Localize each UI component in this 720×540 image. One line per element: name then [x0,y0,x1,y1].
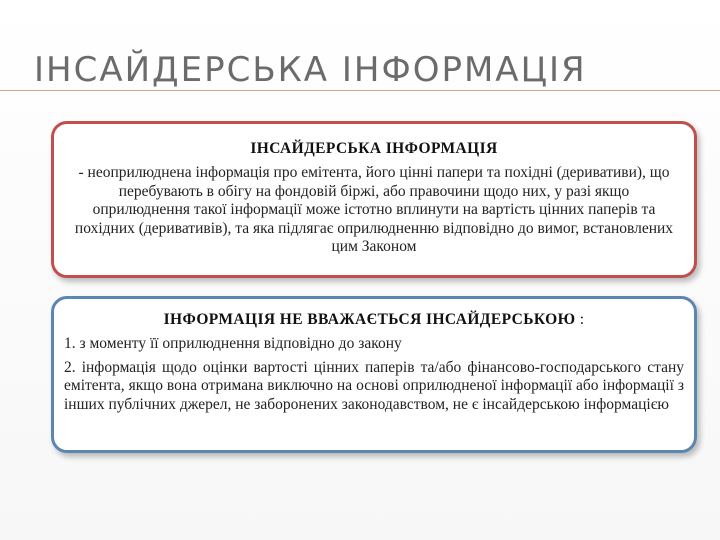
exception-item-1: 1. з моменту її оприлюднення відповідно до закону [64,335,402,352]
exceptions-heading [54,311,694,329]
exceptions-heading-colon: : [575,311,585,328]
title-divider [0,90,720,91]
exception-item-2: 2. інформація щодо оцінки вартості цінних паперів та/або фінансово-господарського стану емітента, якщо вона отримана виключно на основі оприлюдненої інформації або інформації з інших публічних джерел, не заборонених законодавством, не є інсайдерською інформацією [64,358,684,413]
insider-info-definition-box [51,121,697,278]
definition-heading: ІНСАЙДЕРСЬКА ІНФОРМАЦІЯ [250,140,498,157]
slide-title: ІНСАЙДЕРСЬКА ІНФОРМАЦІЯ [34,50,587,90]
exceptions-heading-text: ІНФОРМАЦІЯ НЕ ВВАЖАЄТЬСЯ ІНСАЙДЕРСЬКОЮ [163,311,576,328]
definition-text: - неоприлюднена інформація про емітента, його цінні папери та похідні (деривативи), що перебувають в обігу на фондовій біржі, або правочини щодо них, у разі якщо оприлюднення такої інформації може істотно вплинути на вартість цінних паперів та похідних (деривативів), та яка підлягає оприлюдненню відповідно до вимог, встановлених цим Законом [74,164,674,255]
not-insider-info-box [51,296,697,453]
